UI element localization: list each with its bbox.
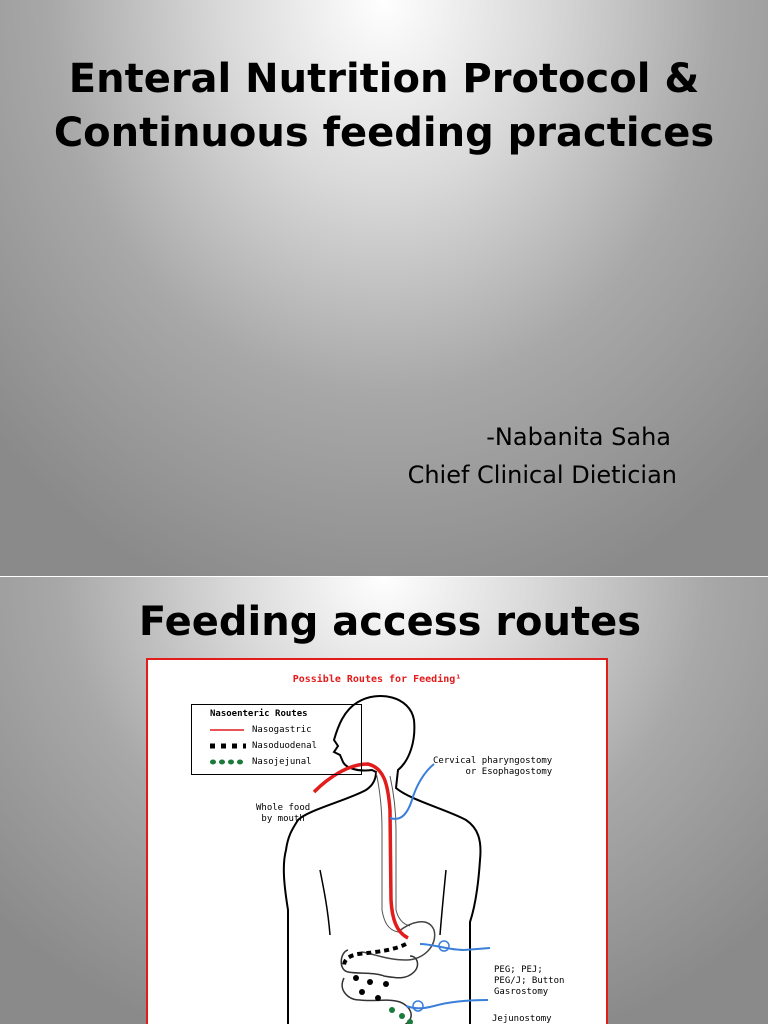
whole-food-line-1: Whole food [256, 803, 311, 813]
author-block [408, 418, 677, 494]
peg-line-1: PEG; PEJ; [494, 965, 543, 975]
whole-food-label [256, 803, 310, 825]
nasojejunal-swatch [210, 757, 246, 767]
peg-line-3: Gasrostomy [494, 987, 549, 997]
peg-label [494, 965, 564, 998]
feeding-routes-slide [0, 577, 768, 1024]
title-line-1: Enteral Nutrition Protocol & [68, 56, 700, 102]
nasogastric-swatch [210, 725, 246, 735]
legend-box [191, 704, 362, 775]
slide-title: Feeding access routes [138, 599, 642, 645]
peg-line-2: PEG/J; Button [494, 976, 565, 986]
cervical-line-1: Cervical pharyngostomy [433, 756, 553, 766]
legend-label: Nasogastric [252, 725, 312, 735]
legend-heading: Nasoenteric Routes [210, 709, 308, 719]
slide-title [0, 52, 768, 160]
jejunostomy-label: Jejunostomy [492, 1014, 552, 1024]
intestines [341, 950, 417, 1024]
right-arm-line [440, 870, 446, 935]
author-role: Chief Clinical Dietician [407, 461, 677, 489]
whole-food-line-2: by mouth [261, 814, 305, 824]
legend-label: Nasoduodenal [252, 741, 318, 751]
left-arm-line [320, 870, 330, 935]
legend-label: Nasojejunal [252, 757, 312, 767]
nasoduodenal-swatch [210, 741, 246, 751]
cervical-label [433, 756, 552, 778]
title-line-2: Continuous feeding practices [53, 110, 715, 156]
cervical-ostomy-tube [390, 764, 434, 819]
cervical-line-2: or Esophagostomy [465, 767, 553, 777]
diagram-title: Possible Routes for Feeding¹ [292, 674, 462, 685]
nasogastric-tube [314, 764, 408, 938]
feeding-routes-diagram [146, 658, 608, 1024]
author-name: -Nabanita Saha [486, 423, 671, 451]
